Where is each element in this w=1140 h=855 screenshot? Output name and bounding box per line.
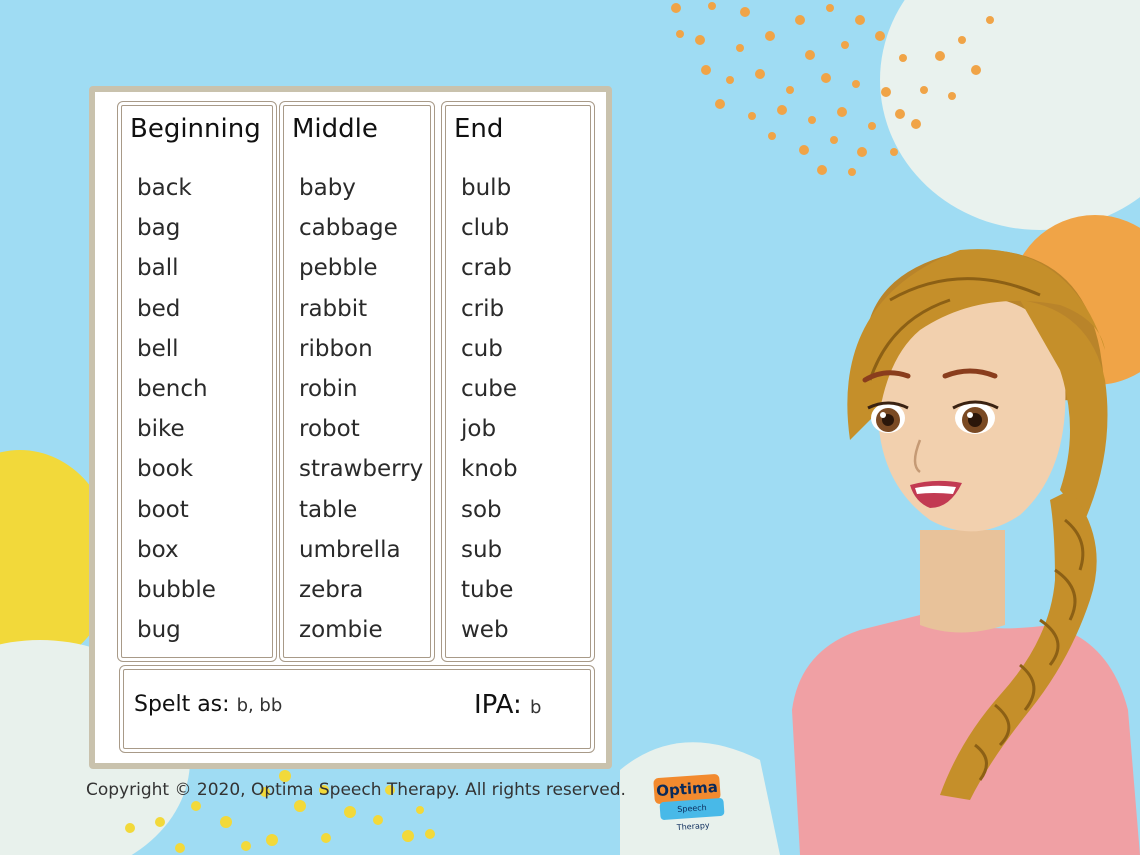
list-item: cabbage (299, 215, 398, 242)
list-item: rabbit (299, 295, 368, 322)
column-middle (283, 105, 431, 658)
list-item: back (137, 175, 192, 201)
column-heading-middle: Middle (292, 114, 378, 144)
column-heading-end: End (454, 114, 504, 144)
list-item: cube (461, 376, 517, 403)
optima-logo (652, 770, 726, 833)
list-item: knob (461, 456, 518, 483)
list-item: bell (137, 335, 179, 362)
list-item: bulb (461, 175, 512, 201)
list-item: zombie (299, 617, 383, 644)
list-item: baby (299, 175, 356, 201)
spelling-info (134, 692, 282, 717)
list-item: boot (137, 496, 189, 523)
spelling-value: b, bb (236, 695, 283, 716)
list-item: job (461, 416, 497, 443)
list-item: sob (461, 496, 502, 523)
column-beginning (121, 105, 273, 658)
list-item: ribbon (299, 335, 373, 362)
list-item: strawberry (299, 456, 424, 483)
list-item: bag (137, 215, 181, 242)
list-item: crib (461, 295, 505, 322)
list-item: bed (137, 295, 181, 322)
list-item: cub (461, 335, 503, 362)
logo-sub-text: Speech Therapy (659, 798, 724, 820)
list-item: robin (299, 376, 358, 403)
ipa-label: IPA: (474, 690, 522, 720)
list-item: robot (299, 416, 360, 443)
word-list-middle (299, 168, 423, 650)
list-item: web (461, 617, 509, 644)
column-heading-beginning: Beginning (130, 114, 261, 144)
ipa-value: b (530, 697, 542, 718)
list-item: bubble (137, 577, 216, 604)
list-item: bike (137, 416, 185, 443)
list-item: pebble (299, 255, 378, 282)
list-item: book (137, 456, 194, 483)
list-item: club (461, 215, 510, 242)
word-list-beginning (137, 168, 216, 650)
list-item: ball (137, 255, 179, 282)
list-item: sub (461, 536, 503, 563)
list-item: table (299, 496, 358, 523)
list-item: bug (137, 617, 181, 644)
list-item: crab (461, 255, 512, 282)
list-item: zebra (299, 577, 364, 604)
copyright-text: Copyright © 2020, Optima Speech Therapy. All rights reserved. (86, 780, 626, 800)
list-item: bench (137, 376, 208, 403)
column-end (445, 105, 591, 658)
list-item: box (137, 536, 179, 563)
word-list-end (461, 168, 518, 650)
list-item: umbrella (299, 536, 401, 563)
list-item: tube (461, 577, 514, 604)
sound-info-box (123, 669, 591, 749)
word-list-card (89, 86, 612, 769)
logo-main-text: Optima (653, 774, 721, 805)
ipa-info (474, 690, 541, 720)
spelling-label: Spelt as: (134, 692, 230, 717)
girl-illustration (770, 240, 1140, 855)
